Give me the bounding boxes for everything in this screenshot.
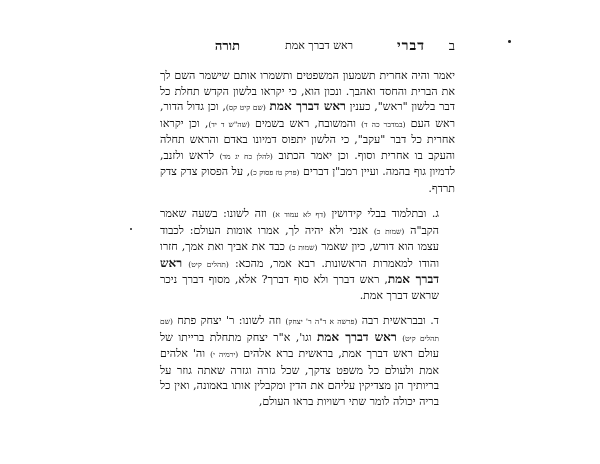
- text-run: יאמר והיה אחרית תשמעון המשפטים ותשמרו אותם שישמר השם לך את הברית והחסד ואהבך. ונכון הוא, כי יקראו בלשון הקדש תחלת כל דבר בלשון "ראש", כענין: [160, 69, 455, 113]
- source-ref: (שה"ש ד יד): [208, 119, 250, 129]
- source-ref: (תהלים קיט): [188, 259, 229, 269]
- source-ref: (פרק טז פסוק כ): [250, 168, 300, 177]
- text-run: ד. ובבראשית רבה: [357, 314, 439, 327]
- text-run: כבד את אביך ואת אמך, חזרו והודו למאמרות הראשונות. רבא אמר, מהכא:: [160, 240, 440, 270]
- source-ref: (להלן כח יג מד): [219, 151, 273, 161]
- text-run: וזה לשונו: בשעה שאמר הקב"ה: [160, 207, 440, 237]
- page-body: [160, 68, 455, 409]
- source-ref: (פרשה א ד"ה ר' יצחק): [285, 317, 358, 326]
- source-ref: (שמות כ): [288, 243, 318, 252]
- text-run: לראש ולזנב, לדמיון גוף בהמה. ועיין רמב"ן דברים: [160, 148, 456, 178]
- source-ref: (שם קיט קס): [225, 103, 266, 112]
- bold-quote: ראש דברך אמת: [160, 255, 439, 286]
- source-ref: (ירמיה י): [210, 350, 239, 359]
- page-number: ב: [448, 39, 455, 54]
- section-title: דברי: [396, 38, 425, 54]
- paragraph-1: [160, 68, 455, 196]
- scan-speck: [130, 228, 132, 230]
- source-ref: (שמות כ): [373, 226, 405, 236]
- text-run: וה' אלהים אמת ולעולם כל משפט צדקך, שכל גזרה וגזרה שאתה גוזר על בריותיך הן מצדיקין עליהם את הדין ומקבלין אותו באמונה, ואין כל בריה יכולה לומר שתי רשויות בראו העולם,: [160, 347, 439, 408]
- paragraph-2: [160, 206, 455, 303]
- text-run: אנכי ולא יהיה לך, אמרו אומות העולם: לכבוד עצמו הוא דורש, כיון שאמר: [160, 223, 439, 253]
- running-header: [160, 38, 455, 58]
- scan-speck: [508, 40, 511, 43]
- paragraph-3: [160, 313, 455, 409]
- source-ref: (שם תהלים קיט): [160, 317, 439, 343]
- source-ref: (דף לא עמוד א): [272, 210, 326, 219]
- topic-title: ראש דברך אמת: [284, 39, 353, 52]
- source-ref: (במדבר כה ד): [361, 119, 406, 129]
- text-run: והמשובח, ראש בשמים: [249, 116, 362, 130]
- text-run: , וכן יקראו אחרית כל דבר "עקב", כי הלשון יתפוס דמיונו באדם והראש תחלה והעקב בו אחרית וסוף. וכן יאמר הכתוב: [160, 116, 455, 162]
- book-title: תורה: [214, 39, 240, 54]
- text-run: , על הפסוק צדק צדק תרדף.: [160, 165, 455, 195]
- text-run: וגו', א"ר יצחק מתחלת ברייתו של עולם ראש דברך אמת, בראשית ברא אלהים: [160, 330, 439, 360]
- text-run: ג. ובתלמוד בבלי קידושין: [325, 207, 439, 220]
- text-run: , וכן גדול הדור, ראש העם: [160, 100, 456, 130]
- bold-quote: ראש דברך אמת: [316, 329, 397, 344]
- text-run: , ראש דברך ולא סוף דברך? אלא, מסוף דברך ניכר שראש דברך אמת.: [160, 273, 439, 302]
- bold-quote: ראש דברך אמת: [269, 99, 346, 113]
- text-run: וזה לשונו: ר' יצחק פתח: [172, 314, 286, 327]
